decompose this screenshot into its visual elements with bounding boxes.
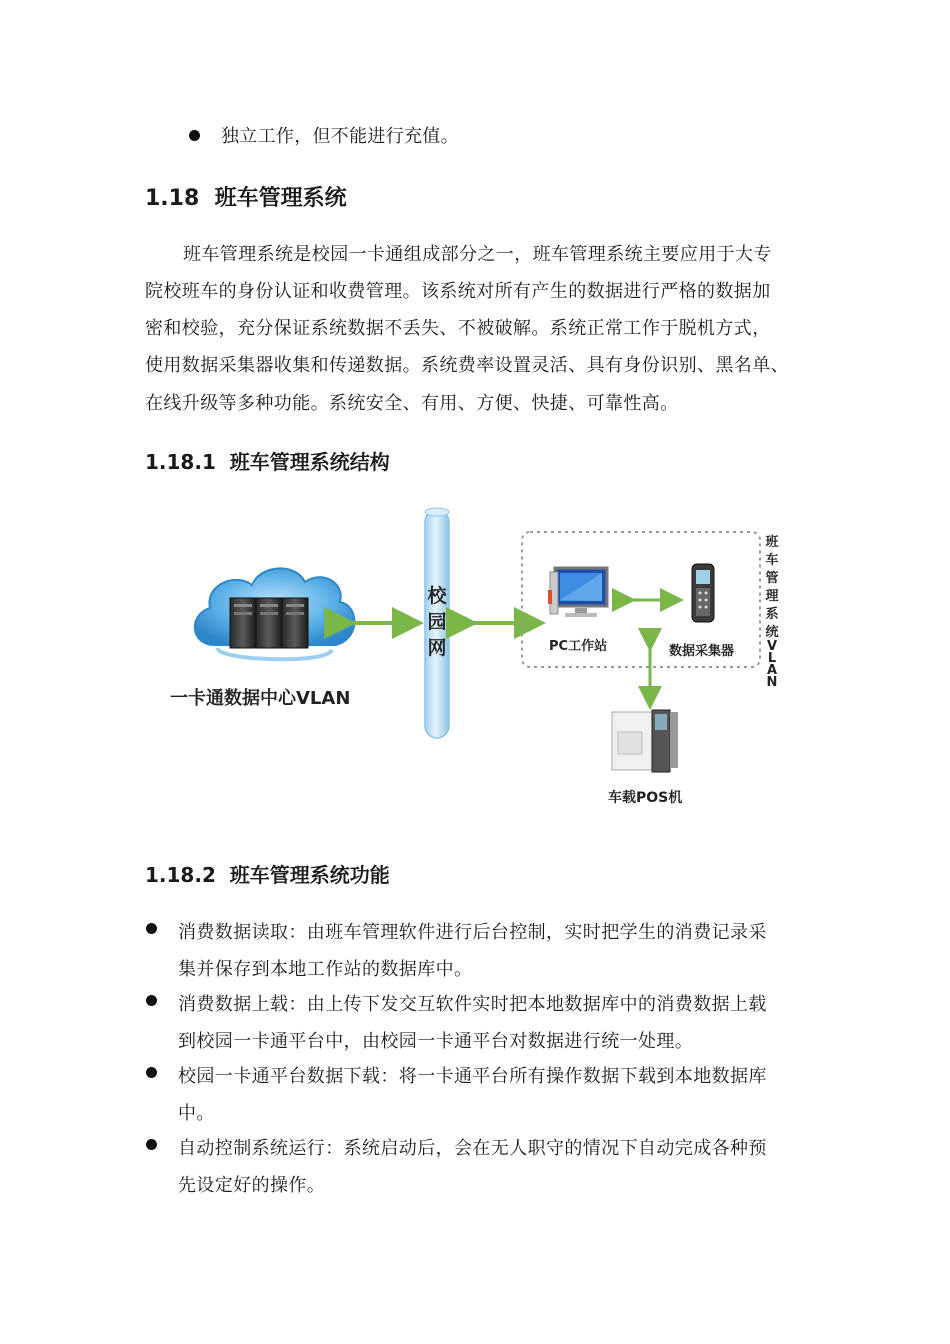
pos-machine-icon xyxy=(612,710,678,772)
vlan-char: L xyxy=(767,651,777,666)
vlan-char: N xyxy=(766,675,778,690)
vlan-char: 管 xyxy=(765,571,779,586)
section-number: 1.18 xyxy=(145,186,200,211)
vlan-char: 理 xyxy=(765,589,779,604)
vlan-char: 统 xyxy=(765,625,779,640)
function-2-line-1: 消费数据上载：由上传下发交互软件实时把本地数据库中的消费数据上载 xyxy=(178,994,767,1015)
bullet-dot xyxy=(146,1139,157,1150)
vlan-char: 系 xyxy=(765,607,779,622)
data-collector-icon xyxy=(692,564,714,622)
bullet-dot xyxy=(189,130,200,141)
function-1-line-2: 集并保存到本地工作站的数据库中。 xyxy=(178,959,473,980)
section-paragraph-line-5: 在线升级等多种功能。系统安全、有用、方便、快捷、可靠性高。 xyxy=(145,393,679,414)
function-3-line-1: 校园一卡通平台数据下载：将一卡通平台所有操作数据下载到本地数据库 xyxy=(178,1066,767,1087)
subsection-title: 班车管理系统结构 xyxy=(229,450,390,474)
subsection-heading-functions xyxy=(145,859,390,888)
vlan-char: 班 xyxy=(765,535,779,550)
section-paragraph-line-3: 密和校验，充分保证系统数据不丢失、不被破解。系统正常工作于脱机方式， xyxy=(145,318,771,339)
section-paragraph-line-4: 使用数据采集器收集和传递数据。系统费率设置灵活、具有身份识别、黑名单、 xyxy=(145,355,789,376)
subsection-title: 班车管理系统功能 xyxy=(229,863,390,887)
bullet-dot xyxy=(146,923,157,934)
vlan-vertical-label xyxy=(765,535,779,690)
bullet-dot xyxy=(146,995,157,1006)
pos-label: 车载POS机 xyxy=(608,790,683,806)
campus-net-char-2: 园 xyxy=(427,611,447,633)
server-rack-icon xyxy=(230,598,308,648)
function-3-line-2: 中。 xyxy=(178,1103,215,1124)
vlan-char: 车 xyxy=(765,553,779,568)
subsection-number: 1.18.2 xyxy=(145,863,216,887)
subsection-heading-structure xyxy=(145,446,390,475)
collector-label: 数据采集器 xyxy=(669,644,735,659)
campus-net-char-3: 网 xyxy=(427,637,447,659)
function-4-line-2: 先设定好的操作。 xyxy=(178,1175,326,1196)
bullet-dot xyxy=(146,1067,157,1078)
vlan-char: A xyxy=(766,663,778,678)
system-structure-diagram xyxy=(160,500,800,820)
section-paragraph-line-2: 院校班车的身份认证和收费管理。该系统对所有产生的数据进行严格的数据加 xyxy=(145,281,771,302)
pc-label: PC工作站 xyxy=(549,639,608,654)
section-title: 班车管理系统 xyxy=(214,186,347,211)
pc-workstation-icon xyxy=(548,568,607,617)
campus-net-char-1: 校 xyxy=(427,585,447,607)
section-heading xyxy=(145,181,347,212)
function-4-line-1: 自动控制系统运行：系统启动后，会在无人职守的情况下自动完成各种预 xyxy=(178,1138,767,1159)
subsection-number: 1.18.1 xyxy=(145,450,216,474)
section-paragraph-line-1: 班车管理系统是校园一卡通组成部分之一，班车管理系统主要应用于大专 xyxy=(183,244,772,265)
function-1-line-1: 消费数据读取：由班车管理软件进行后台控制，实时把学生的消费记录采 xyxy=(178,922,767,943)
top-bullet-text: 独立工作，但不能进行充值。 xyxy=(221,126,459,147)
function-2-line-2: 到校园一卡通平台中，由校园一卡通平台对数据进行统一处理。 xyxy=(178,1031,694,1052)
datacenter-label: 一卡通数据中心VLAN xyxy=(170,688,351,709)
vlan-char: V xyxy=(766,639,778,654)
